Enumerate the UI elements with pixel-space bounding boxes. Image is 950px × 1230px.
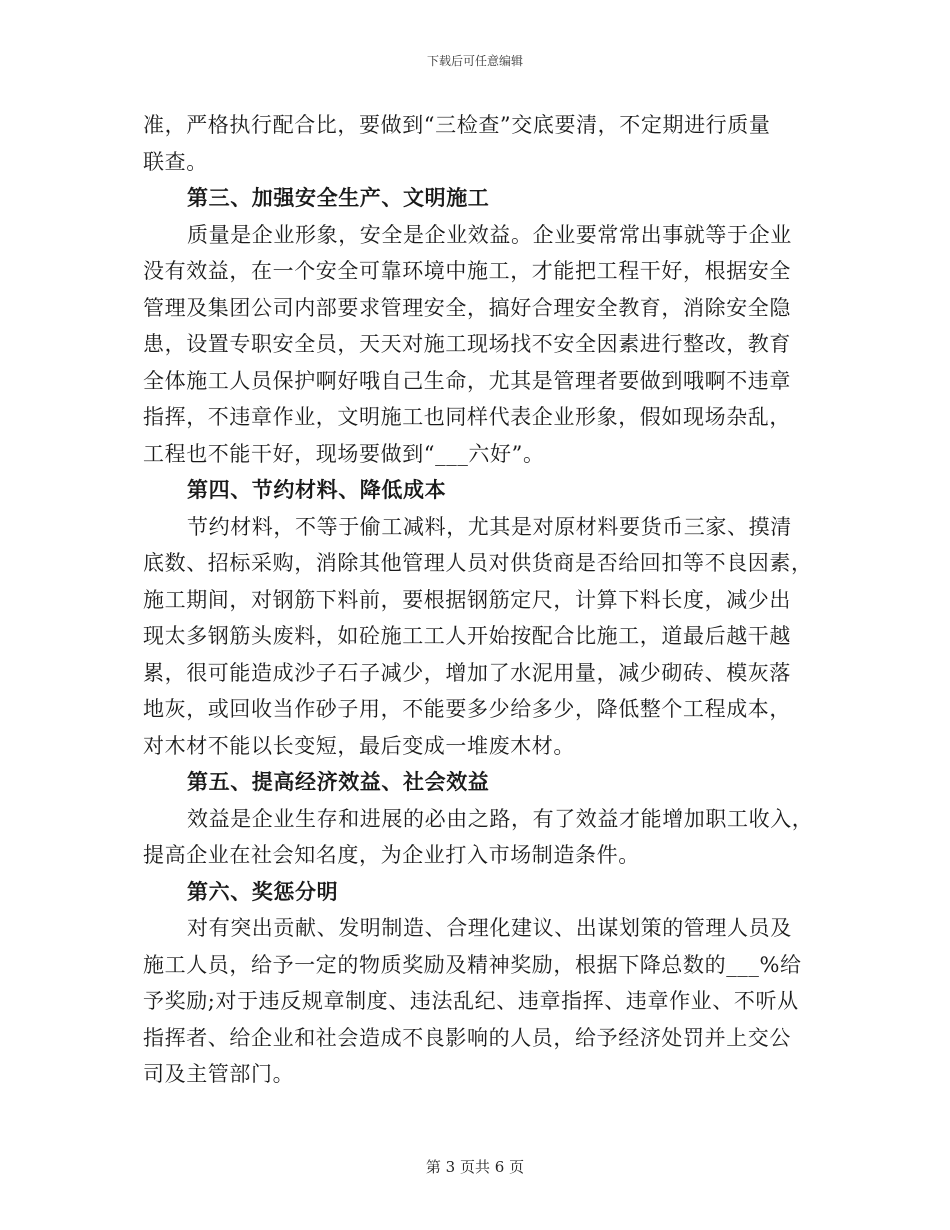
page-header: 下载后可任意编辑 (426, 54, 523, 68)
section-heading: 第六、奖惩分明 (187, 879, 339, 904)
document-body (143, 107, 814, 1093)
paragraph-line: 司及主管部门。 (143, 1062, 295, 1086)
paragraph-line: 施工人员，给予一定的物质奖励及精神奖励，根据下降总数的___%给 (143, 952, 802, 977)
section-heading: 第三、加强安全生产、文明施工 (187, 186, 490, 210)
paragraph-line: 提高企业在社会知名度，为企业打入市场制造条件。 (143, 843, 640, 867)
paragraph-line: 施工期间，对钢筋下料前，要根据钢筋定尺，计算下料长度，减少出 (143, 587, 791, 612)
paragraph-line: 累，很可能造成沙子石子减少，增加了水泥用量，减少砌砖、模灰落 (143, 660, 791, 685)
paragraph-line: 效益是企业生存和进展的必由之路，有了效益才能增加职工收入， (187, 806, 814, 831)
paragraph-line: 现太多钢筋头废料，如砼施工工人开始按配合比施工，道最后越干越 (143, 624, 791, 648)
paragraph-line: 没有效益，在一个安全可靠环境中施工，才能把工程干好，根据安全 (143, 259, 791, 283)
paragraph-line: 底数、招标采购，消除其他管理人员对供货商是否给回扣等不良因素， (143, 551, 813, 575)
paragraph-line: 对木材不能以长变短，最后变成一堆废木材。 (143, 733, 575, 758)
page-footer: 第 3 页共 6 页 (425, 1158, 525, 1176)
paragraph-line: 地灰，或回收当作砂子用，不能要多少给多少，降低整个工程成本， (143, 697, 791, 721)
paragraph-line: 对有突出贡献、发明制造、合理化建议、出谋划策的管理人员及 (187, 916, 792, 940)
paragraph-line: 指挥，不违章作业，文明施工也同样代表企业形象，假如现场杂乱， (143, 405, 791, 429)
section-heading: 第五、提高经济效益、社会效益 (187, 770, 490, 794)
paragraph-line: 患，设置专职安全员，天天对施工现场找不安全因素进行整改，教育 (143, 332, 791, 356)
section-heading: 第四、节约材料、降低成本 (187, 478, 447, 502)
paragraph-line: 指挥者、给企业和社会造成不良影响的人员，给予经济处罚并上交公 (143, 1025, 791, 1050)
paragraph-line: 质量是企业形象，安全是企业效益。企业要常常出事就等于企业 (187, 222, 792, 247)
paragraph-line: 准，严格执行配合比，要做到“三检查”交底要清，不定期进行质量 (143, 113, 771, 137)
paragraph-line: 联查。 (143, 149, 208, 174)
paragraph-line: 予奖励;对于违反规章制度、违法乱纪、违章指挥、违章作业、不听从 (143, 989, 799, 1013)
paragraph-line: 全体施工人员保护啊好哦自己生命，尤其是管理者要做到哦啊不违章 (143, 368, 791, 393)
paragraph-line: 工程也不能干好，现场要做到“___六好”。 (143, 441, 545, 466)
paragraph-line: 节约材料，不等于偷工减料，尤其是对原材料要货币三家、摸清 (187, 514, 792, 539)
paragraph-line: 管理及集团公司内部要求管理安全，搞好合理安全教育，消除安全隐 (143, 295, 791, 320)
